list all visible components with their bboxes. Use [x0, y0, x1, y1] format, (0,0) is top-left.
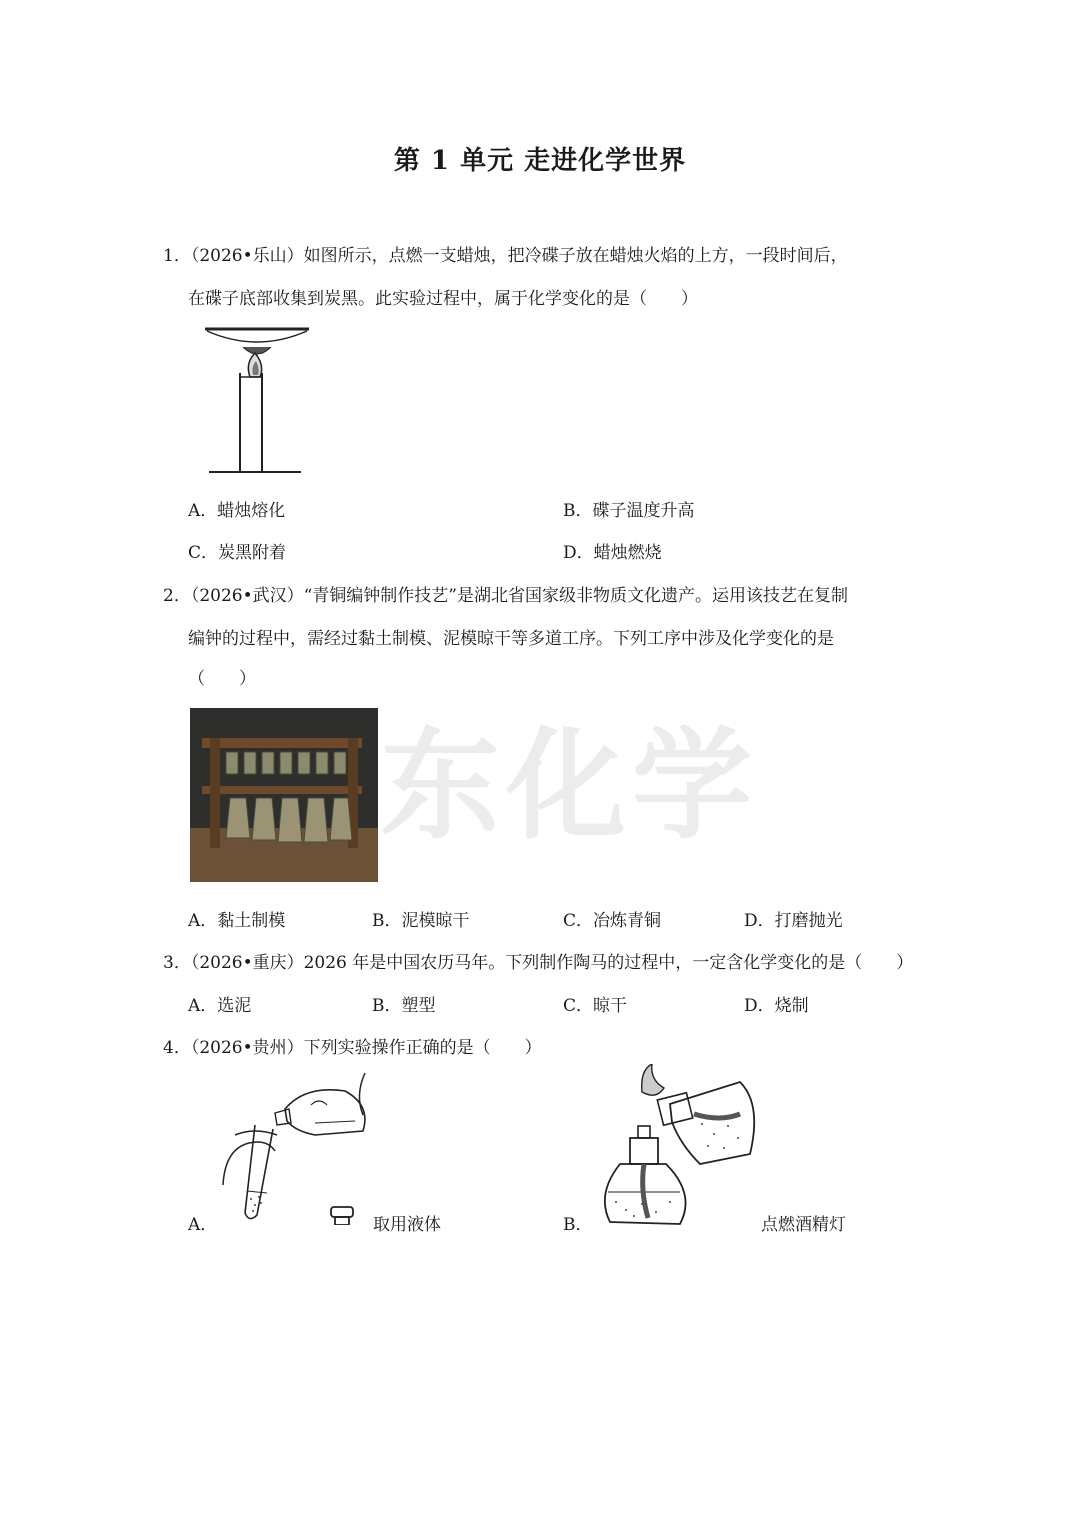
q4-stem-line1: 4．（2026•贵州）下列实验操作正确的是（ ）	[163, 1038, 542, 1058]
q4-option-b-label: 点燃酒精灯	[761, 1215, 846, 1235]
q2-stem-line2: 编钟的过程中，需经过黏土制模、泥模晾干等多道工序。下列工序中涉及化学变化的是	[188, 629, 834, 649]
watermark-text: 东化学	[380, 717, 758, 856]
q1-option-c[interactable]: C．炭黑附着	[188, 543, 287, 563]
q1-stem-line1: 1．（2026•乐山）如图所示，点燃一支蜡烛，把冷碟子放在蜡烛火焰的上方，一段时间后，	[163, 246, 848, 266]
q2-option-a[interactable]: A．黏土制模	[188, 911, 286, 931]
q3-option-b[interactable]: B．塑型	[372, 996, 436, 1016]
q1-option-d[interactable]: D．蜡烛燃烧	[563, 543, 662, 563]
q1-stem-line2: 在碟子底部收集到炭黑。此实验过程中，属于化学变化的是（ ）	[188, 289, 698, 309]
q4-option-a-label: 取用液体	[373, 1215, 441, 1235]
candle-dish-illustration	[205, 325, 315, 477]
q4-option-a-letter[interactable]: A．	[188, 1215, 218, 1235]
q3-stem-line1: 3．（2026•重庆）2026 年是中国农历马年。下列制作陶马的过程中，一定含化学变化的是（ ）	[163, 953, 914, 973]
q1-option-a[interactable]: A．蜡烛熔化	[188, 501, 286, 521]
page-title: 第 1 单元 走进化学世界	[393, 146, 687, 176]
q3-option-d[interactable]: D．烧制	[744, 996, 809, 1016]
lighting-alcohol-lamp-illustration	[590, 1064, 765, 1232]
q2-stem-line1: 2．（2026•武汉）“青铜编钟制作技艺”是湖北省国家级非物质文化遗产。运用该技艺在复制	[163, 586, 848, 606]
q4-option-b-letter[interactable]: B．	[563, 1215, 593, 1235]
pouring-liquid-illustration	[215, 1065, 375, 1225]
q2-option-d[interactable]: D．打磨抛光	[744, 911, 843, 931]
q3-option-a[interactable]: A．选泥	[188, 996, 252, 1016]
q2-option-b[interactable]: B．泥模晾干	[372, 911, 470, 931]
q2-stem-line3: （ ）	[188, 669, 256, 689]
q1-option-b[interactable]: B．碟子温度升高	[563, 501, 695, 521]
q3-option-c[interactable]: C．晾干	[563, 996, 628, 1016]
bronze-bells-photo	[190, 708, 378, 882]
q2-option-c[interactable]: C．冶炼青铜	[563, 911, 662, 931]
